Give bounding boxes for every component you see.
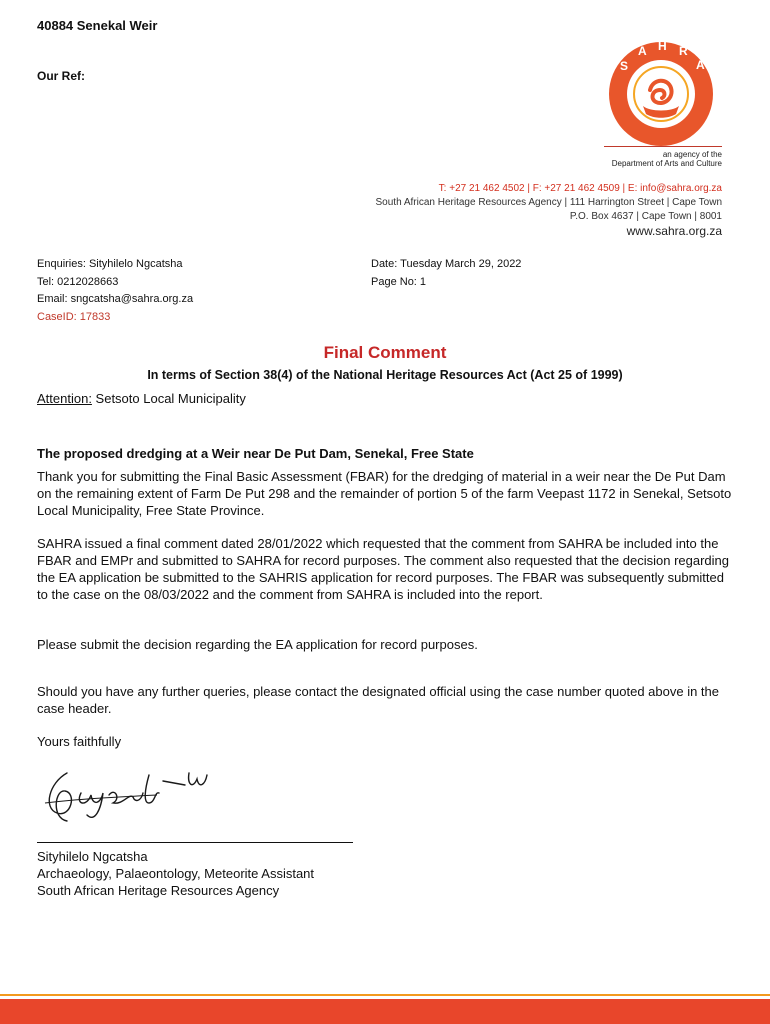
signature-line — [37, 842, 353, 843]
enquiries-tel: Tel: 0212028663 — [37, 275, 119, 288]
project-title: The proposed dredging at a Weir near De Put Dam, Senekal, Free State — [37, 446, 474, 461]
paragraph-3: Please submit the decision regarding the EA application for record purposes. — [37, 637, 478, 652]
logo-letter-a2: A — [696, 58, 705, 72]
contact-website: www.sahra.org.za — [626, 224, 722, 238]
logo-letter-h: H — [658, 40, 667, 53]
attention-label: Attention: — [37, 391, 92, 406]
closing-line: Yours faithfully — [37, 734, 122, 749]
contact-phones-email: T: +27 21 462 4502 | F: +27 21 462 4509 | E: info@sahra.org.za — [438, 183, 722, 194]
paragraph-4: Should you have any further queries, please contact the designated official using the case number quoted above in the case header. — [37, 684, 719, 716]
agency-line-1: an agency of the — [662, 150, 722, 159]
paragraph-2: SAHRA issued a final comment dated 28/01/2022 which requested that the comment from SAHRA be included into the FBAR and EMPr and submitted to SAHRA for record purposes. The comment also requested that the decision regarding the EA application be submitted to the SAHRIS application for record purposes. The FBAR was subsequently submitted to the case on the 08/03/2022 and the comment from SAHRA is included into the report. — [37, 536, 730, 602]
agency-line-2: Department of Arts and Culture — [611, 159, 722, 168]
contact-address: South African Heritage Resources Agency | 111 Harrington Street | Cape Town — [375, 197, 722, 208]
paragraph-1: Thank you for submitting the Final Basic Assessment (FBAR) for the dredging of material in a weir near the De Put Dam on the remaining extent of Farm De Put 298 and the remainder of portion 5 of the farm Veepast 1172 in Senekal, Setsoto Local Municipality, Free State Province. — [37, 469, 732, 518]
logo-letter-s: S — [620, 59, 629, 73]
enquiries-block — [37, 256, 193, 326]
document-title: Final Comment — [323, 343, 447, 362]
letter-date: Date: Tuesday March 29, 2022 — [371, 258, 522, 270]
page-number: Page No: 1 — [371, 275, 427, 288]
attention-line — [37, 391, 246, 406]
contact-po-box: P.O. Box 4637 | Cape Town | 8001 — [569, 211, 722, 222]
signer-block — [37, 848, 314, 899]
attention-value: Setsoto Local Municipality — [91, 391, 246, 406]
enquiries-email: Email: sngcatsha@sahra.org.za — [37, 293, 194, 305]
footer-bar — [0, 999, 770, 1024]
agency-divider — [604, 146, 722, 147]
document-id: 40884 Senekal Weir — [37, 18, 158, 33]
sahra-logo — [598, 40, 728, 155]
enquiries-name: Enquiries: Sityhilelo Ngcatsha — [37, 258, 183, 270]
logo-letter-a1: A — [638, 44, 647, 58]
logo-letter-r: R — [679, 44, 688, 58]
contact-block — [376, 182, 723, 238]
signer-organisation: South African Heritage Resources Agency — [37, 883, 280, 898]
case-id: CaseID: 17833 — [37, 310, 111, 323]
document-subtitle: In terms of Section 38(4) of the National Heritage Resources Act (Act 25 of 1999) — [147, 368, 623, 382]
signer-role: Archaeology, Palaeontology, Meteorite Assistant — [37, 866, 315, 881]
our-ref-label: Our Ref: — [37, 69, 85, 83]
footer-accent-line — [0, 994, 770, 996]
signer-name: Sityhilelo Ngcatsha — [37, 849, 148, 864]
agency-affiliation — [612, 150, 722, 168]
date-block — [371, 256, 521, 291]
signature — [37, 763, 212, 828]
